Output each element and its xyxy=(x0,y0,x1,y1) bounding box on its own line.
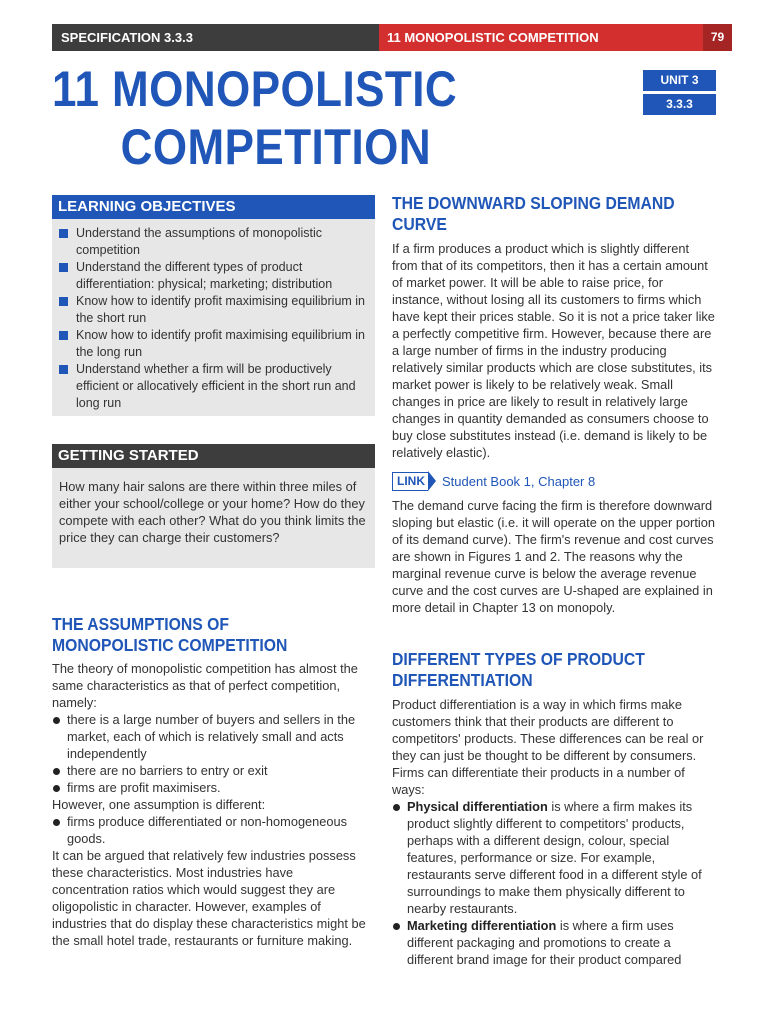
bullet-icon xyxy=(53,785,60,792)
objective-item: Understand the assumptions of monopolistic competition xyxy=(58,225,367,259)
assumptions-section xyxy=(52,614,372,949)
link-tag: LINK xyxy=(392,472,428,491)
list-item: there is a large number of buyers and sellers in the market, each of which is relatively small and acts independently xyxy=(52,711,372,762)
bullet-icon xyxy=(53,768,60,775)
physical-term: Physical differentiation xyxy=(407,799,548,814)
learning-objectives-list xyxy=(58,225,367,412)
differentiation-section xyxy=(392,649,717,968)
title-line-1: 11 MONOPOLISTIC xyxy=(52,61,458,117)
objective-item: Understand whether a firm will be productively efficient or allocatively efficient in the short run and long run xyxy=(58,361,367,412)
chapter-label: 11 MONOPOLISTIC COMPETITION xyxy=(379,24,703,51)
list-item: Physical differentiation is where a firm makes its product slightly different to competitors' products, perhaps with a different design, colour, special features, performance or size. For example, restaurants serve different food in a different style of surroundings to make them physically different to nearby restaurants. xyxy=(392,798,717,917)
page-title xyxy=(52,60,457,176)
demand-curve-heading: THE DOWNWARD SLOPING DEMAND CURVE xyxy=(392,193,675,234)
square-bullet-icon xyxy=(59,331,68,340)
bullet-icon xyxy=(53,819,60,826)
link-text: Student Book 1, Chapter 8 xyxy=(442,473,596,489)
header-bar xyxy=(52,24,732,51)
assumptions-intro: The theory of monopolistic competition has almost the same characteristics as that of perfect competition, namely: xyxy=(52,661,358,710)
assumptions-diff-list xyxy=(52,813,372,847)
specification-label: SPECIFICATION 3.3.3 xyxy=(52,24,379,51)
spec-tag: 3.3.3 xyxy=(643,94,716,115)
bullet-icon xyxy=(53,717,60,724)
square-bullet-icon xyxy=(59,263,68,272)
bullet-icon xyxy=(393,804,400,811)
assumptions-heading: THE ASSUMPTIONS OF MONOPOLISTIC COMPETITION xyxy=(52,614,288,655)
list-item: firms produce differentiated or non-homogeneous goods. xyxy=(52,813,372,847)
objective-item: Know how to identify profit maximising equilibrium in the short run xyxy=(58,293,367,327)
arrow-right-icon xyxy=(428,471,436,491)
assumptions-list xyxy=(52,711,372,796)
demand-curve-section xyxy=(392,193,717,616)
differentiation-intro: Product differentiation is a way in which firms make customers think that their products are different to competitors' products. These differences can be real or they can just be thought to be different by consumers. Firms can differentiate their products in a number of ways: xyxy=(392,697,704,797)
demand-curve-para-1: If a firm produces a product which is slightly different from that of its competitors, then it has a certain amount of market power. It will be able to raise price, for instance, without losing all its customers to firms which have kept their prices stable. So it is not a price taker like a perfectly competitive firm. However, because there are a large number of firms in the industry producing relatively similar products which are close substitutes, its market power is likely to be relatively weak. Small changes in price are likely to result in relatively large changes in quantity demanded as consumers choose to buy close substitutes instead (i.e. demand is likely to be relatively elastic). xyxy=(392,241,715,460)
unit-tag: UNIT 3 xyxy=(643,70,716,91)
assumptions-closing: It can be argued that relatively few industries possess these characteristics. Most industries have concentration ratios which would suggest they are oligopolistic in character. However, examples of industries that do display these characteristics might be the small hotel trade, restaurants or furniture making. xyxy=(52,848,366,948)
square-bullet-icon xyxy=(59,365,68,374)
bullet-icon xyxy=(393,923,400,930)
square-bullet-icon xyxy=(59,297,68,306)
title-line-2: COMPETITION xyxy=(120,119,432,175)
list-item: there are no barriers to entry or exit xyxy=(52,762,372,779)
getting-started-box xyxy=(52,444,375,568)
learning-objectives-heading: LEARNING OBJECTIVES xyxy=(52,195,375,219)
list-item: Marketing differentiation is where a firm uses different packaging and promotions to create a different brand image for their product compared xyxy=(392,917,717,968)
marketing-term: Marketing differentiation xyxy=(407,918,557,933)
unit-tags xyxy=(643,70,716,118)
learning-objectives-box xyxy=(52,195,375,416)
list-item: firms are profit maximisers. xyxy=(52,779,372,796)
assumptions-however: However, one assumption is different: xyxy=(52,797,266,812)
page-number: 79 xyxy=(703,24,732,51)
getting-started-heading: GETTING STARTED xyxy=(52,444,375,468)
cross-reference-link[interactable] xyxy=(392,470,717,492)
getting-started-text: How many hair salons are there within three miles of either your school/college or your home? How do they compete with each other? What do you think limits the price they can charge their customers? xyxy=(59,479,366,545)
differentiation-list xyxy=(392,798,717,968)
objective-item: Understand the different types of product differentiation: physical; marketing; distribution xyxy=(58,259,367,293)
square-bullet-icon xyxy=(59,229,68,238)
objective-item: Know how to identify profit maximising equilibrium in the long run xyxy=(58,327,367,361)
differentiation-heading: DIFFERENT TYPES OF PRODUCT DIFFERENTIATION xyxy=(392,649,645,690)
demand-curve-para-2: The demand curve facing the firm is therefore downward sloping but elastic (i.e. it will operate on the upper portion of its demand curve). The firm's revenue and cost curves are shown in Figures 1 and 2. The reasons why the marginal revenue curve is below the average revenue curve and the cost curves are U-shaped are explained in more detail in Chapter 13 on monopoly. xyxy=(392,498,715,615)
